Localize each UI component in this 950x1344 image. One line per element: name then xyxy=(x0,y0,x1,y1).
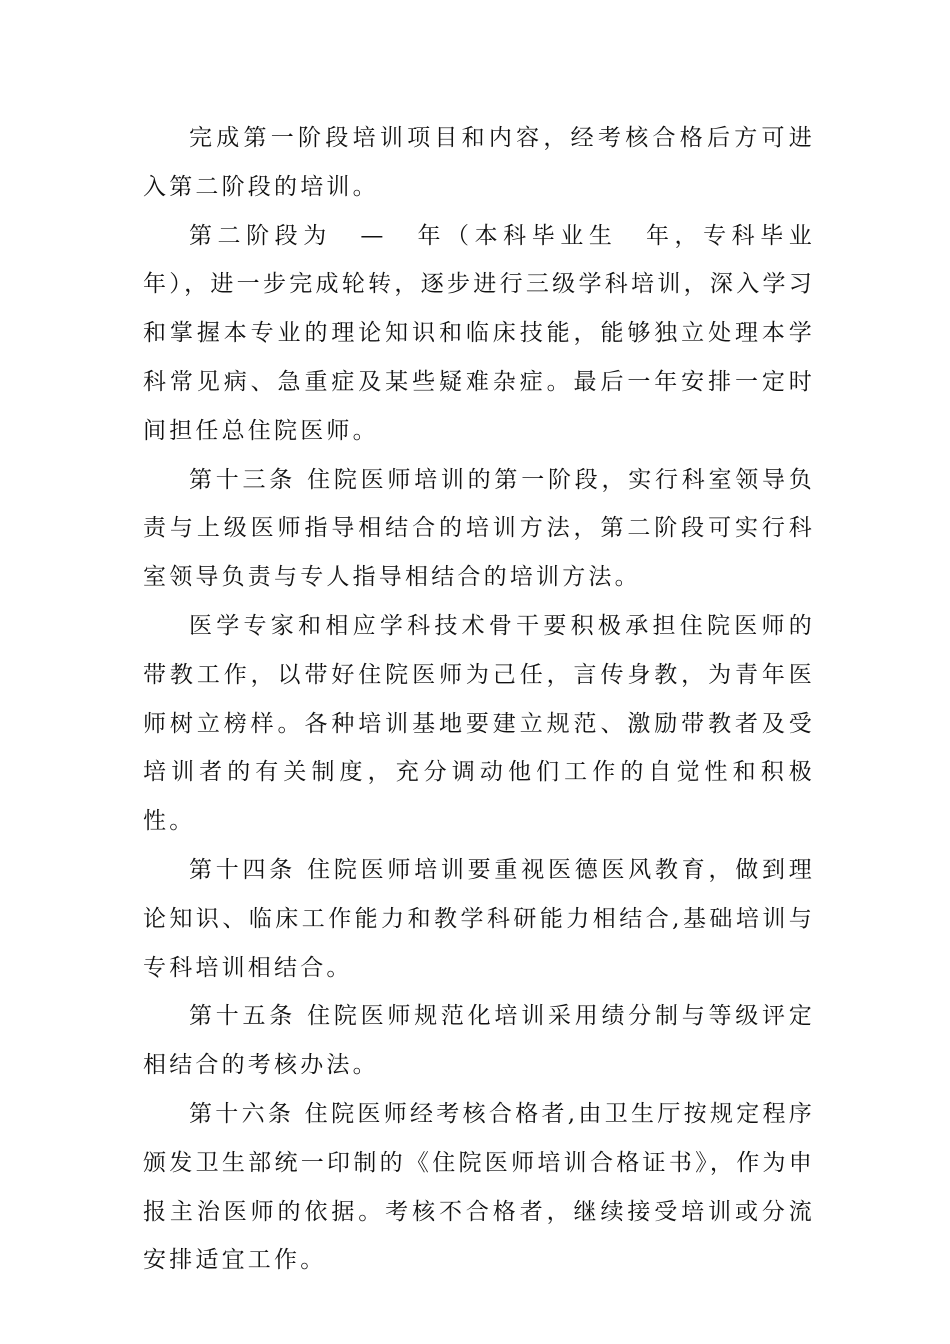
paragraph-expert-mentoring: 医学专家和相应学科技术骨干要积极承担住院医师的带教工作，以带好住院医师为己任，言传身教，为青年医师树立榜样。各种培训基地要建立规范、激励带教者及受培训者的有关制度，充分调动他们工作的自觉性和积极性。 xyxy=(143,612,815,835)
document-body xyxy=(143,114,842,1285)
paragraph-article-15: 第十五条 住院医师规范化培训采用绩分制与等级评定相结合的考核办法。 xyxy=(143,1003,815,1079)
paragraph-stage-two: 第二阶段为 — 年（本科毕业生 年，专科毕业 年），进一步完成轮转，逐步进行三级学科培训，深入学习和掌握本专业的理论知识和临床技能，能够独立处理本学科常见病、急重症及某些疑难杂症。最后一年安排一定时间担任总住院医师。 xyxy=(143,222,842,444)
paragraph-article-16: 第十六条 住院医师经考核合格者,由卫生厅按规定程序颁发卫生部统一印制的《住院医师培训合格证书》，作为申报主治医师的依据。考核不合格者，继续接受培训或分流安排适宜工作。 xyxy=(143,1100,815,1274)
paragraph-article-14: 第十四条 住院医师培训要重视医德医风教育，做到理论知识、临床工作能力和教学科研能力相结合,基础培训与专科培训相结合。 xyxy=(143,856,815,981)
paragraph-article-13: 第十三条 住院医师培训的第一阶段，实行科室领导负责与上级医师指导相结合的培训方法，第二阶段可实行科室领导负责与专人指导相结合的培训方法。 xyxy=(143,466,815,591)
paragraph-stage-one-completion: 完成第一阶段培训项目和内容，经考核合格后方可进入第二阶段的培训。 xyxy=(143,125,815,200)
